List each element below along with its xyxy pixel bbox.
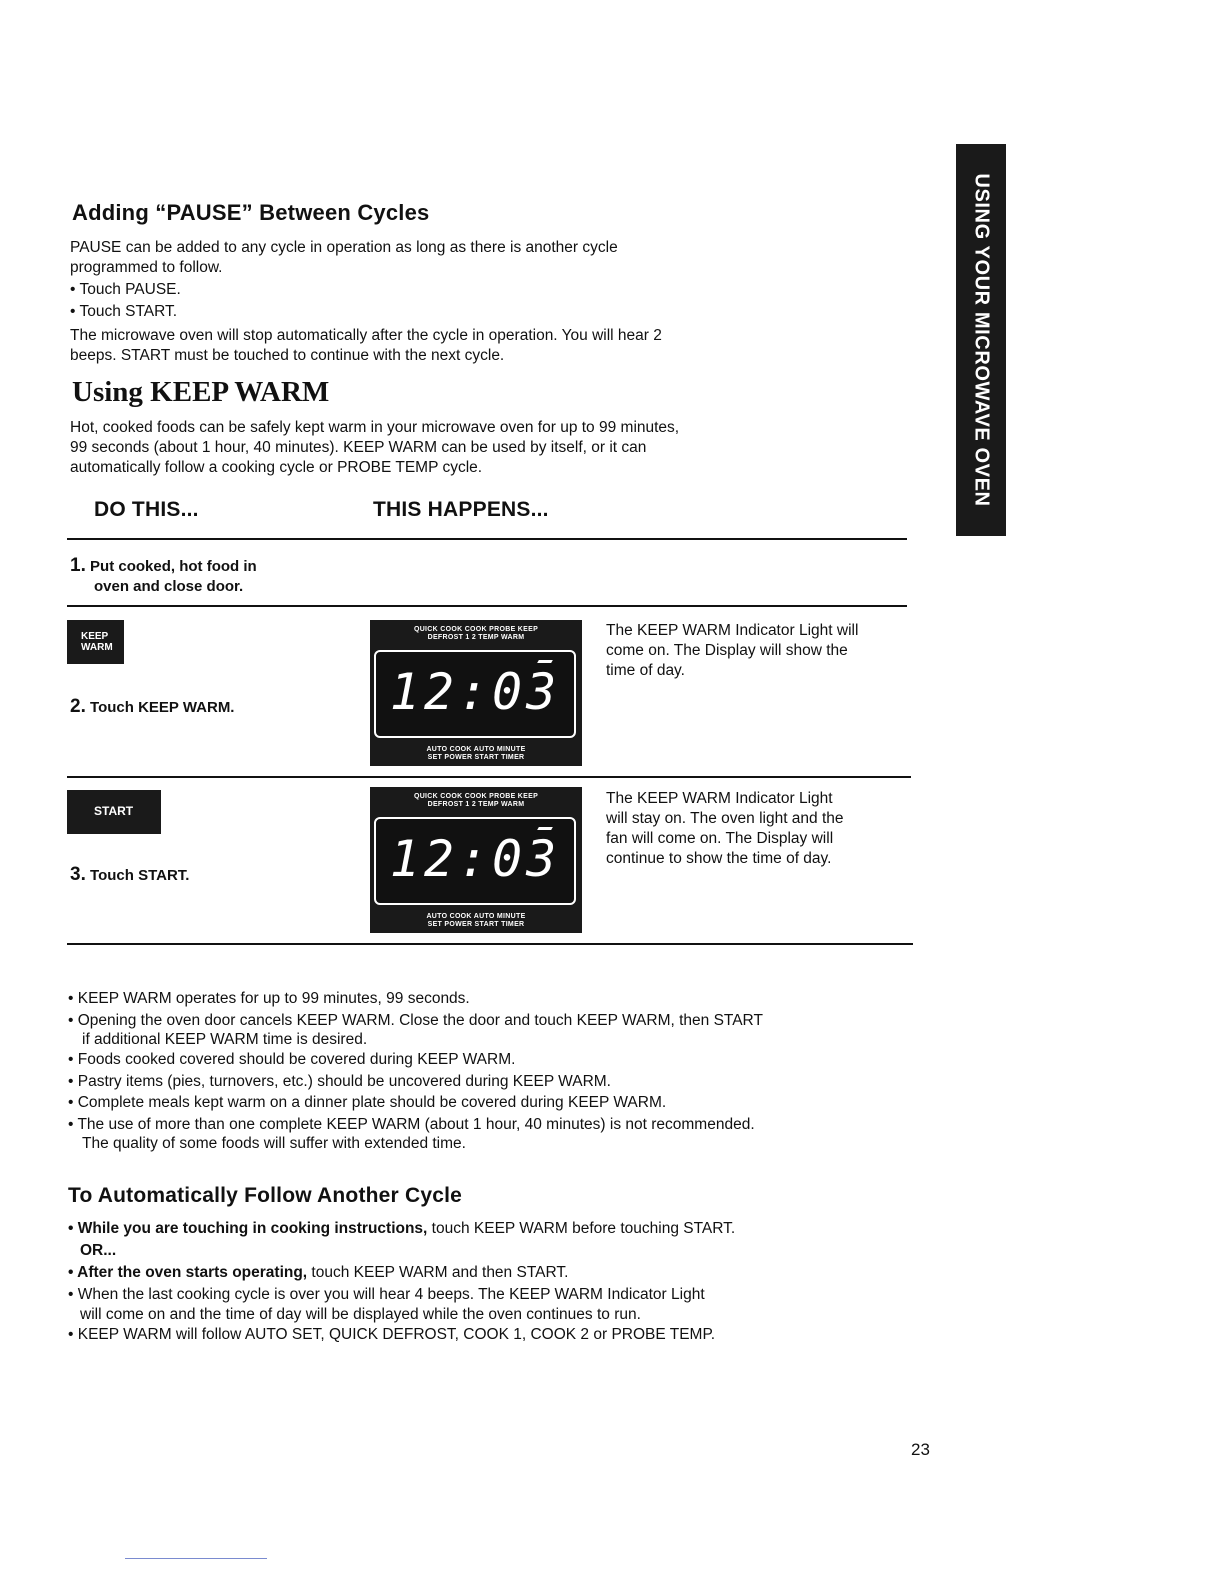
follow-bullet-2 <box>68 1262 735 1284</box>
display-time: 12:03 <box>389 663 561 721</box>
pause-heading: Adding “PAUSE” Between Cycles <box>72 200 430 225</box>
step-1 <box>70 556 257 597</box>
step-3-result-line1: The KEEP WARM Indicator Light <box>606 790 833 807</box>
note-item-cont: The quality of some foods will suffer with extended time. <box>82 1135 466 1152</box>
follow-bullet-3-line1: • When the last cooking cycle is over you will hear 4 beeps. The KEEP WARM Indicator Light <box>68 1286 705 1303</box>
display-time: 12:03 <box>389 830 561 888</box>
keep-warm-key <box>67 620 124 664</box>
step-3-rule <box>67 943 913 945</box>
keep-warm-intro-line2: 99 seconds (about 1 hour, 40 minutes). KEEP WARM can be used by itself, or it can <box>70 439 647 456</box>
pause-bullet-2: • Touch START. <box>70 303 178 320</box>
side-tab-label: USING YOUR MICROWAVE OVEN <box>970 173 993 507</box>
display-bottom-row2: SET POWER START TIMER <box>427 754 525 761</box>
keep-warm-intro-line3: automatically follow a cooking cycle or PROBE TEMP cycle. <box>70 459 483 476</box>
page-number: 23 <box>911 1440 930 1459</box>
note-item: • Complete meals kept warm on a dinner plate should be covered during KEEP WARM. <box>68 1094 667 1111</box>
keep-warm-key-line2: WARM <box>81 642 113 653</box>
step-2-rule <box>67 776 911 778</box>
column-rule <box>67 538 907 540</box>
follow-bullet-4: • KEEP WARM will follow AUTO SET, QUICK DEFROST, COOK 1, COOK 2 or PROBE TEMP. <box>68 1326 716 1343</box>
note-item: • Foods cooked covered should be covered during KEEP WARM. <box>68 1051 516 1068</box>
keep-warm-heading: Using KEEP WARM <box>72 376 330 408</box>
step-2 <box>70 696 234 718</box>
step-1-line2: oven and close door. <box>94 578 244 595</box>
column-do-this: DO THIS... <box>94 498 199 521</box>
note-item-cont: if additional KEEP WARM time is desired. <box>82 1031 368 1048</box>
step-2-number: 2. <box>70 696 86 717</box>
note-item: • The use of more than one complete KEEP WARM (about 1 hour, 40 minutes) is not recommended. <box>68 1115 755 1133</box>
display-panel-step-3 <box>370 787 582 933</box>
step-3-number: 3. <box>70 864 86 885</box>
follow-bullet-1-rest: touch KEEP WARM before touching START. <box>427 1220 736 1237</box>
follow-bullet-1-bold: • While you are touching in cooking instructions, <box>68 1220 428 1237</box>
follow-bullet-3-line2: will come on and the time of day will be displayed while the oven continues to run. <box>80 1306 641 1323</box>
start-key <box>67 790 161 834</box>
step-1-number: 1. <box>70 555 86 576</box>
step-1-rule <box>67 605 907 607</box>
display-top-row1: QUICK COOK COOK PROBE KEEP <box>413 626 539 633</box>
step-1-line1: Put cooked, hot food in <box>90 558 257 575</box>
step-3-result-line3: fan will come on. The Display will <box>606 830 834 847</box>
keep-warm-intro <box>70 418 679 478</box>
display-top-row2: DEFROST 1 2 TEMP WARM <box>427 634 525 641</box>
keep-warm-intro-line1: Hot, cooked foods can be safely kept warm in your microwave oven for up to 99 minutes, <box>70 419 680 436</box>
notes-list <box>68 988 763 1153</box>
pause-intro-line1: PAUSE can be added to any cycle in operation as long as there is another cycle <box>70 239 618 256</box>
note-item: • Opening the oven door cancels KEEP WARM. Close the door and touch KEEP WARM, then START <box>68 1011 763 1029</box>
follow-bullet-2-rest: touch KEEP WARM and then START. <box>307 1264 569 1281</box>
step-2-text: Touch KEEP WARM. <box>90 699 235 716</box>
display-screen <box>374 650 576 738</box>
bottom-line <box>125 1558 267 1559</box>
step-3-result-line2: will stay on. The oven light and the <box>606 810 844 827</box>
pause-after-line1: The microwave oven will stop automatically after the cycle in operation. You will hear 2 <box>70 327 662 344</box>
display-bottom-row2: SET POWER START TIMER <box>427 921 525 928</box>
follow-or: OR... <box>80 1242 117 1259</box>
column-this-happens: THIS HAPPENS... <box>373 498 549 521</box>
display-top-row1: QUICK COOK COOK PROBE KEEP <box>413 793 539 800</box>
pause-bullet-1: • Touch PAUSE. <box>70 281 181 298</box>
step-3 <box>70 864 189 886</box>
pause-intro <box>70 238 662 366</box>
step-3-result <box>606 789 844 869</box>
display-panel-step-2 <box>370 620 582 766</box>
follow-bullet-1 <box>68 1218 735 1240</box>
step-3-result-line4: continue to show the time of day. <box>606 850 832 867</box>
display-bottom-row1: AUTO COOK AUTO MINUTE <box>426 913 526 920</box>
step-2-result-line2: come on. The Display will show the <box>606 642 848 659</box>
display-screen <box>374 817 576 905</box>
step-2-result-line1: The KEEP WARM Indicator Light will <box>606 622 859 639</box>
follow-list <box>68 1218 735 1346</box>
note-item: • KEEP WARM operates for up to 99 minutes, 99 seconds. <box>68 990 470 1007</box>
step-3-text: Touch START. <box>90 867 190 884</box>
pause-after-line2: beeps. START must be touched to continue with the next cycle. <box>70 347 505 364</box>
side-tab <box>956 144 1006 536</box>
follow-heading: To Automatically Follow Another Cycle <box>68 1184 462 1207</box>
step-2-result <box>606 621 858 681</box>
step-2-result-line3: time of day. <box>606 662 685 679</box>
start-key-label: START <box>94 804 134 818</box>
pause-intro-line2: programmed to follow. <box>70 259 223 276</box>
keep-warm-key-line1: KEEP <box>81 631 109 642</box>
follow-bullet-2-bold: • After the oven starts operating, <box>68 1264 308 1281</box>
display-top-row2: DEFROST 1 2 TEMP WARM <box>427 801 525 808</box>
display-bottom-row1: AUTO COOK AUTO MINUTE <box>426 746 526 753</box>
note-item: • Pastry items (pies, turnovers, etc.) should be uncovered during KEEP WARM. <box>68 1072 611 1090</box>
